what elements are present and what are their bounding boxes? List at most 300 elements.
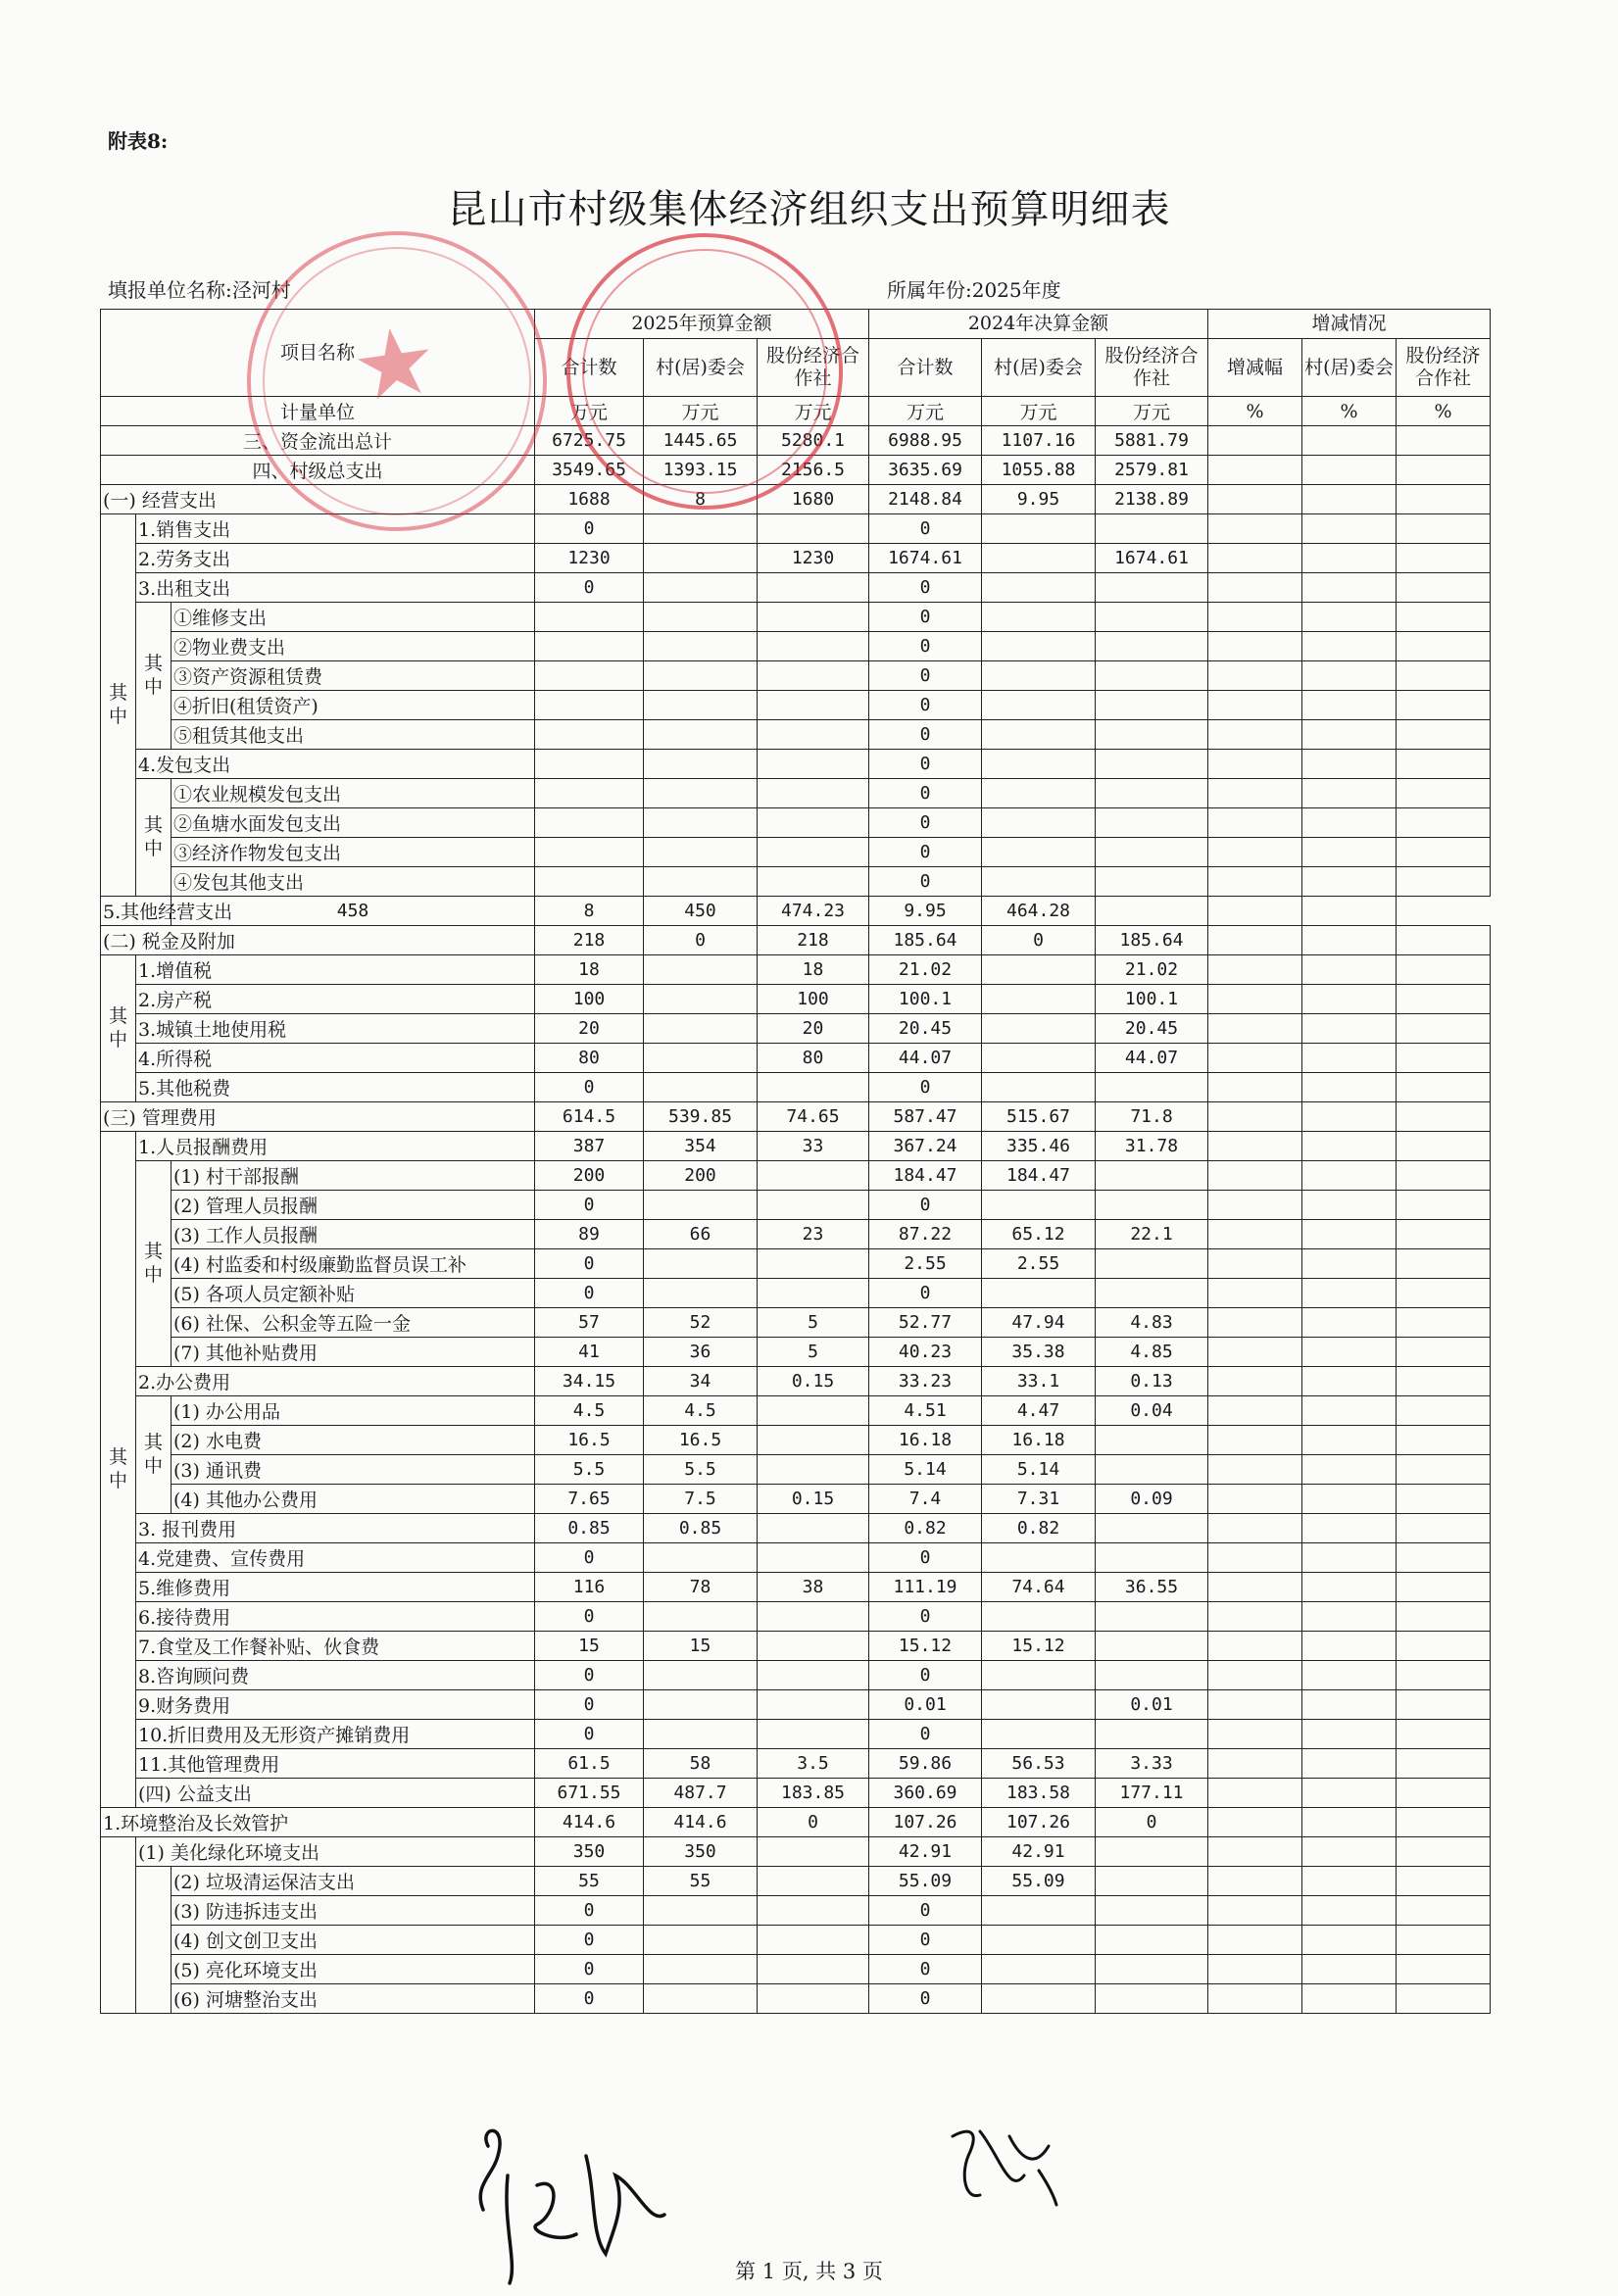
value-cell: 15 <box>644 1632 758 1661</box>
value-cell: 0 <box>535 1279 644 1308</box>
value-cell: 5 <box>758 1308 869 1338</box>
row-label: 9.财务费用 <box>136 1690 535 1720</box>
change-cell <box>1397 720 1491 750</box>
value-cell <box>982 1926 1096 1955</box>
row-label: 4.所得税 <box>136 1044 535 1073</box>
value-cell <box>535 838 644 867</box>
value-cell: 20.45 <box>869 1014 982 1044</box>
value-cell <box>758 1984 869 2014</box>
value-cell <box>982 1014 1096 1044</box>
value-cell: 7.31 <box>982 1485 1096 1514</box>
table-row <box>101 955 1491 985</box>
header-row <box>101 310 1491 339</box>
value-cell: 36 <box>644 1338 758 1367</box>
row-label: 3.城镇土地使用税 <box>136 1014 535 1044</box>
row-label: 四、村级总支出 <box>101 456 535 485</box>
value-cell <box>982 514 1096 544</box>
change-cell <box>1302 603 1397 632</box>
value-cell <box>535 867 644 897</box>
change-cell <box>1397 691 1491 720</box>
change-cell <box>1397 1896 1491 1926</box>
header-col-village: 村(居)委会 <box>644 339 758 397</box>
value-cell <box>535 750 644 779</box>
value-cell <box>644 1249 758 1279</box>
value-cell: 59.86 <box>869 1749 982 1779</box>
value-cell: 22.1 <box>1096 1220 1208 1249</box>
value-cell: 0 <box>869 514 982 544</box>
value-cell <box>644 779 758 808</box>
value-cell <box>535 691 644 720</box>
value-cell <box>1096 661 1208 691</box>
table-row <box>101 1102 1491 1132</box>
change-cell <box>1302 1249 1397 1279</box>
value-cell: 9.95 <box>982 485 1096 514</box>
value-cell <box>644 955 758 985</box>
table-row <box>101 691 1491 720</box>
unit-wan: 万元 <box>982 397 1096 426</box>
change-cell <box>1302 573 1397 603</box>
change-cell <box>1208 1632 1302 1661</box>
header-col-total: 合计数 <box>869 339 982 397</box>
change-cell <box>1302 1514 1397 1543</box>
value-cell: 0 <box>535 1955 644 1984</box>
row-label: 2.房产税 <box>136 985 535 1014</box>
row-label: ④发包其他支出 <box>172 867 535 897</box>
value-cell: 387 <box>535 1132 644 1161</box>
value-cell <box>644 1955 758 1984</box>
value-cell: 1688 <box>535 485 644 514</box>
value-cell <box>982 720 1096 750</box>
value-cell <box>1096 1926 1208 1955</box>
value-cell: 7.65 <box>535 1485 644 1514</box>
value-cell: 0.82 <box>982 1514 1096 1543</box>
value-cell: 0 <box>535 1249 644 1279</box>
change-cell <box>1208 661 1302 691</box>
value-cell: 0 <box>535 1661 644 1690</box>
value-cell: 0 <box>982 926 1096 955</box>
value-cell: 0 <box>869 661 982 691</box>
row-label: (5) 各项人员定额补贴 <box>172 1279 535 1308</box>
value-cell: 20.45 <box>1096 1014 1208 1044</box>
change-cell <box>1302 1543 1397 1573</box>
change-cell <box>1302 720 1397 750</box>
change-cell <box>1397 808 1491 838</box>
table-row <box>101 1690 1491 1720</box>
change-cell <box>1302 1426 1397 1455</box>
value-cell: 6725.75 <box>535 426 644 456</box>
table-row <box>101 1132 1491 1161</box>
change-cell <box>1397 1749 1491 1779</box>
value-cell <box>758 514 869 544</box>
value-cell: 2.55 <box>869 1249 982 1279</box>
change-cell <box>1208 573 1302 603</box>
value-cell: 0 <box>869 1191 982 1220</box>
change-cell <box>1397 661 1491 691</box>
value-cell: 414.6 <box>644 1808 758 1837</box>
value-cell: 7.5 <box>644 1485 758 1514</box>
change-cell <box>1397 1396 1491 1426</box>
unit-pct: % <box>1397 397 1491 426</box>
change-cell <box>1397 485 1491 514</box>
budget-table <box>100 303 1491 2014</box>
value-cell <box>982 1543 1096 1573</box>
row-label: (2) 水电费 <box>172 1426 535 1455</box>
value-cell <box>644 573 758 603</box>
change-cell <box>1397 1279 1491 1308</box>
value-cell <box>1096 1279 1208 1308</box>
unit-pct: % <box>1208 397 1302 426</box>
value-cell <box>982 985 1096 1014</box>
value-cell <box>982 1279 1096 1308</box>
value-cell <box>1096 1984 1208 2014</box>
change-cell <box>1302 426 1397 456</box>
change-cell <box>1302 1485 1397 1514</box>
row-label: 11.其他管理费用 <box>136 1749 535 1779</box>
unit-wan: 万元 <box>1096 397 1208 426</box>
change-cell <box>1208 955 1302 985</box>
value-cell: 450 <box>644 897 758 926</box>
value-cell: 38 <box>758 1573 869 1602</box>
value-cell: 3.5 <box>758 1749 869 1779</box>
value-cell <box>758 1720 869 1749</box>
row-label: 4.发包支出 <box>136 750 535 779</box>
table-row <box>101 1867 1491 1896</box>
table-row <box>101 1955 1491 1984</box>
value-cell <box>1096 1249 1208 1279</box>
value-cell: 9.95 <box>869 897 982 926</box>
change-cell <box>1397 1926 1491 1955</box>
row-label: ②鱼塘水面发包支出 <box>172 808 535 838</box>
value-cell: 0 <box>869 1661 982 1690</box>
value-cell <box>535 720 644 750</box>
table-row <box>101 1632 1491 1661</box>
value-cell <box>1096 1837 1208 1867</box>
value-cell: 6988.95 <box>869 426 982 456</box>
value-cell: 15.12 <box>869 1632 982 1661</box>
change-cell <box>1208 1338 1302 1367</box>
change-cell <box>1208 1073 1302 1102</box>
change-cell <box>1397 1485 1491 1514</box>
change-cell <box>1397 544 1491 573</box>
table-row <box>101 1455 1491 1485</box>
value-cell: 65.12 <box>982 1220 1096 1249</box>
change-cell <box>1208 1955 1302 1984</box>
value-cell <box>758 1426 869 1455</box>
value-cell: 0.13 <box>1096 1367 1208 1396</box>
value-cell: 66 <box>644 1220 758 1249</box>
value-cell <box>1096 1602 1208 1632</box>
value-cell: 61.5 <box>535 1749 644 1779</box>
value-cell: 42.91 <box>982 1837 1096 1867</box>
row-label: 1.销售支出 <box>136 514 535 544</box>
change-cell <box>1397 1661 1491 1690</box>
value-cell <box>1096 603 1208 632</box>
header-col-rate: 增减幅 <box>1208 339 1302 397</box>
change-cell <box>1302 1690 1397 1720</box>
value-cell <box>758 1632 869 1661</box>
table-row <box>101 1837 1491 1867</box>
change-cell <box>1397 955 1491 985</box>
value-cell <box>982 1896 1096 1926</box>
value-cell <box>1096 1514 1208 1543</box>
change-cell <box>1302 1573 1397 1602</box>
table-row <box>101 1779 1491 1808</box>
value-cell <box>1096 779 1208 808</box>
value-cell <box>758 1279 869 1308</box>
unit-row <box>101 397 1491 426</box>
value-cell <box>644 1984 758 2014</box>
table-row <box>101 1426 1491 1455</box>
change-cell <box>1302 1132 1397 1161</box>
star-icon: ★ <box>345 303 444 424</box>
change-cell <box>1302 1896 1397 1926</box>
change-cell <box>1208 779 1302 808</box>
value-cell <box>982 955 1096 985</box>
value-cell: 0 <box>535 573 644 603</box>
value-cell <box>758 632 869 661</box>
row-label: 5.维修费用 <box>136 1573 535 1602</box>
value-cell: 78 <box>644 1573 758 1602</box>
value-cell: 35.38 <box>982 1338 1096 1367</box>
change-cell <box>1397 867 1491 897</box>
change-cell <box>1302 1984 1397 2014</box>
value-cell: 57 <box>535 1308 644 1338</box>
change-cell <box>1397 1514 1491 1543</box>
value-cell <box>644 514 758 544</box>
change-cell <box>1302 1279 1397 1308</box>
table-row <box>101 926 1491 955</box>
change-cell <box>1397 1014 1491 1044</box>
table-row <box>101 779 1491 808</box>
row-label: ③经济作物发包支出 <box>172 838 535 867</box>
measure-unit-label: 计量单位 <box>101 397 535 426</box>
value-cell: 16.5 <box>644 1426 758 1455</box>
value-cell <box>1096 1455 1208 1485</box>
subgroup-qizhong-label: 其中 <box>136 1396 172 1514</box>
value-cell <box>982 1191 1096 1220</box>
change-cell <box>1397 456 1491 485</box>
change-cell <box>1302 1602 1397 1632</box>
change-cell <box>1397 1426 1491 1455</box>
change-cell <box>1302 456 1397 485</box>
value-cell: 0.15 <box>758 1367 869 1396</box>
value-cell <box>535 808 644 838</box>
value-cell <box>758 1602 869 1632</box>
change-cell <box>1302 485 1397 514</box>
table-row <box>101 1926 1491 1955</box>
change-cell <box>1208 456 1302 485</box>
change-cell <box>1096 897 1208 926</box>
value-cell <box>982 1073 1096 1102</box>
value-cell <box>644 1690 758 1720</box>
value-cell: 34 <box>644 1367 758 1396</box>
value-cell: 0 <box>869 603 982 632</box>
value-cell: 0 <box>1096 1808 1208 1837</box>
change-cell <box>1302 1661 1397 1690</box>
row-label: ①农业规模发包支出 <box>172 779 535 808</box>
value-cell: 4.85 <box>1096 1338 1208 1367</box>
value-cell: 4.47 <box>982 1396 1096 1426</box>
value-cell: 2156.5 <box>758 456 869 485</box>
change-cell <box>1208 1102 1302 1132</box>
row-label: 7.食堂及工作餐补贴、伙食费 <box>136 1632 535 1661</box>
row-label: 6.接待费用 <box>136 1602 535 1632</box>
change-cell <box>1302 838 1397 867</box>
value-cell: 2148.84 <box>869 485 982 514</box>
value-cell <box>1096 1720 1208 1749</box>
table-row <box>101 1984 1491 2014</box>
change-cell <box>1397 1455 1491 1485</box>
value-cell: 0.01 <box>869 1690 982 1720</box>
value-cell: 218 <box>535 926 644 955</box>
header-col-village-rate: 村(居)委会 <box>1302 339 1397 397</box>
row-label: 1.增值税 <box>136 955 535 985</box>
table-row <box>101 1073 1491 1102</box>
value-cell <box>644 1602 758 1632</box>
change-cell <box>1208 544 1302 573</box>
table-row <box>101 1308 1491 1338</box>
value-cell <box>758 779 869 808</box>
change-cell <box>1397 1602 1491 1632</box>
change-cell <box>1208 1367 1302 1396</box>
row-label: (4) 村监委和村级廉勤监督员误工补 <box>172 1249 535 1279</box>
change-cell <box>1397 1867 1491 1896</box>
change-cell <box>1397 926 1491 955</box>
value-cell: 0 <box>869 1955 982 1984</box>
value-cell <box>758 691 869 720</box>
value-cell <box>1096 632 1208 661</box>
value-cell: 36.55 <box>1096 1573 1208 1602</box>
value-cell <box>1096 1661 1208 1690</box>
row-label: 8.咨询顾问费 <box>136 1661 535 1690</box>
change-cell <box>1397 779 1491 808</box>
value-cell: 16.18 <box>869 1426 982 1455</box>
value-cell <box>982 573 1096 603</box>
value-cell <box>982 867 1096 897</box>
table-row <box>101 1602 1491 1632</box>
value-cell <box>758 750 869 779</box>
value-cell: 2.55 <box>982 1249 1096 1279</box>
change-cell <box>1208 1426 1302 1455</box>
value-cell: 360.69 <box>869 1779 982 1808</box>
change-cell <box>1208 1690 1302 1720</box>
value-cell: 20 <box>758 1014 869 1044</box>
change-cell <box>1397 838 1491 867</box>
row-label: 4.党建费、宣传费用 <box>136 1543 535 1573</box>
change-cell <box>1302 1191 1397 1220</box>
value-cell <box>982 632 1096 661</box>
value-cell: 56.53 <box>982 1749 1096 1779</box>
value-cell: 1674.61 <box>869 544 982 573</box>
value-cell: 3.33 <box>1096 1749 1208 1779</box>
change-cell <box>1397 1955 1491 1984</box>
value-cell: 2138.89 <box>1096 485 1208 514</box>
value-cell: 0 <box>869 632 982 661</box>
value-cell: 0.85 <box>535 1514 644 1543</box>
value-cell: 0 <box>644 926 758 955</box>
value-cell: 177.11 <box>1096 1779 1208 1808</box>
unit-wan: 万元 <box>535 397 644 426</box>
change-cell <box>1397 1308 1491 1338</box>
value-cell <box>1096 1632 1208 1661</box>
value-cell <box>644 808 758 838</box>
change-cell <box>1302 1044 1397 1073</box>
value-cell: 0 <box>869 1720 982 1749</box>
value-cell: 100 <box>758 985 869 1014</box>
value-cell: 487.7 <box>644 1779 758 1808</box>
value-cell <box>758 1191 869 1220</box>
value-cell: 55 <box>644 1867 758 1896</box>
value-cell: 515.67 <box>982 1102 1096 1132</box>
row-label: (4) 创文创卫支出 <box>172 1926 535 1955</box>
table-row <box>101 838 1491 867</box>
change-cell <box>1208 1249 1302 1279</box>
group-qizhong-label <box>101 1837 136 2014</box>
row-label: (3) 工作人员报酬 <box>172 1220 535 1249</box>
change-cell <box>1208 750 1302 779</box>
value-cell: 0 <box>869 691 982 720</box>
value-cell <box>982 750 1096 779</box>
change-cell <box>1302 1808 1397 1837</box>
value-cell: 0 <box>535 1073 644 1102</box>
value-cell: 20 <box>535 1014 644 1044</box>
value-cell <box>1096 838 1208 867</box>
change-cell <box>1302 1720 1397 1749</box>
header-2024-final: 2024年决算金额 <box>869 310 1208 339</box>
value-cell: 183.85 <box>758 1779 869 1808</box>
table-row <box>101 1573 1491 1602</box>
value-cell: 458 <box>172 897 535 926</box>
change-cell <box>1397 985 1491 1014</box>
change-cell <box>1302 926 1397 955</box>
value-cell: 183.58 <box>982 1779 1096 1808</box>
value-cell <box>1096 1191 1208 1220</box>
value-cell: 0 <box>535 1984 644 2014</box>
table-row <box>101 1543 1491 1573</box>
row-label: ①维修支出 <box>172 603 535 632</box>
table-row <box>101 1749 1491 1779</box>
change-cell <box>1397 1543 1491 1573</box>
value-cell: 18 <box>535 955 644 985</box>
change-cell <box>1397 1720 1491 1749</box>
row-label: 三、资金流出总计 <box>101 426 535 456</box>
value-cell <box>758 1455 869 1485</box>
row-label: (三) 管理费用 <box>101 1102 535 1132</box>
value-cell <box>644 1044 758 1073</box>
value-cell: 74.65 <box>758 1102 869 1132</box>
value-cell: 0 <box>535 1543 644 1573</box>
change-cell <box>1208 838 1302 867</box>
value-cell: 107.26 <box>982 1808 1096 1837</box>
value-cell: 474.23 <box>758 897 869 926</box>
value-cell: 0.01 <box>1096 1690 1208 1720</box>
change-cell <box>1397 1632 1491 1661</box>
change-cell <box>1397 1044 1491 1073</box>
value-cell: 0 <box>869 838 982 867</box>
change-cell <box>1208 1984 1302 2014</box>
reporting-unit: 填报单位名称:泾河村 <box>108 278 291 302</box>
value-cell <box>644 544 758 573</box>
value-cell <box>1096 720 1208 750</box>
change-cell <box>1208 985 1302 1014</box>
table-row <box>101 661 1491 691</box>
fiscal-year: 所属年份:2025年度 <box>887 278 1061 302</box>
change-cell <box>1397 632 1491 661</box>
signature-right <box>941 2117 1063 2215</box>
appendix-label: 附表8: <box>108 129 169 153</box>
value-cell: 0 <box>535 514 644 544</box>
table-row <box>101 808 1491 838</box>
